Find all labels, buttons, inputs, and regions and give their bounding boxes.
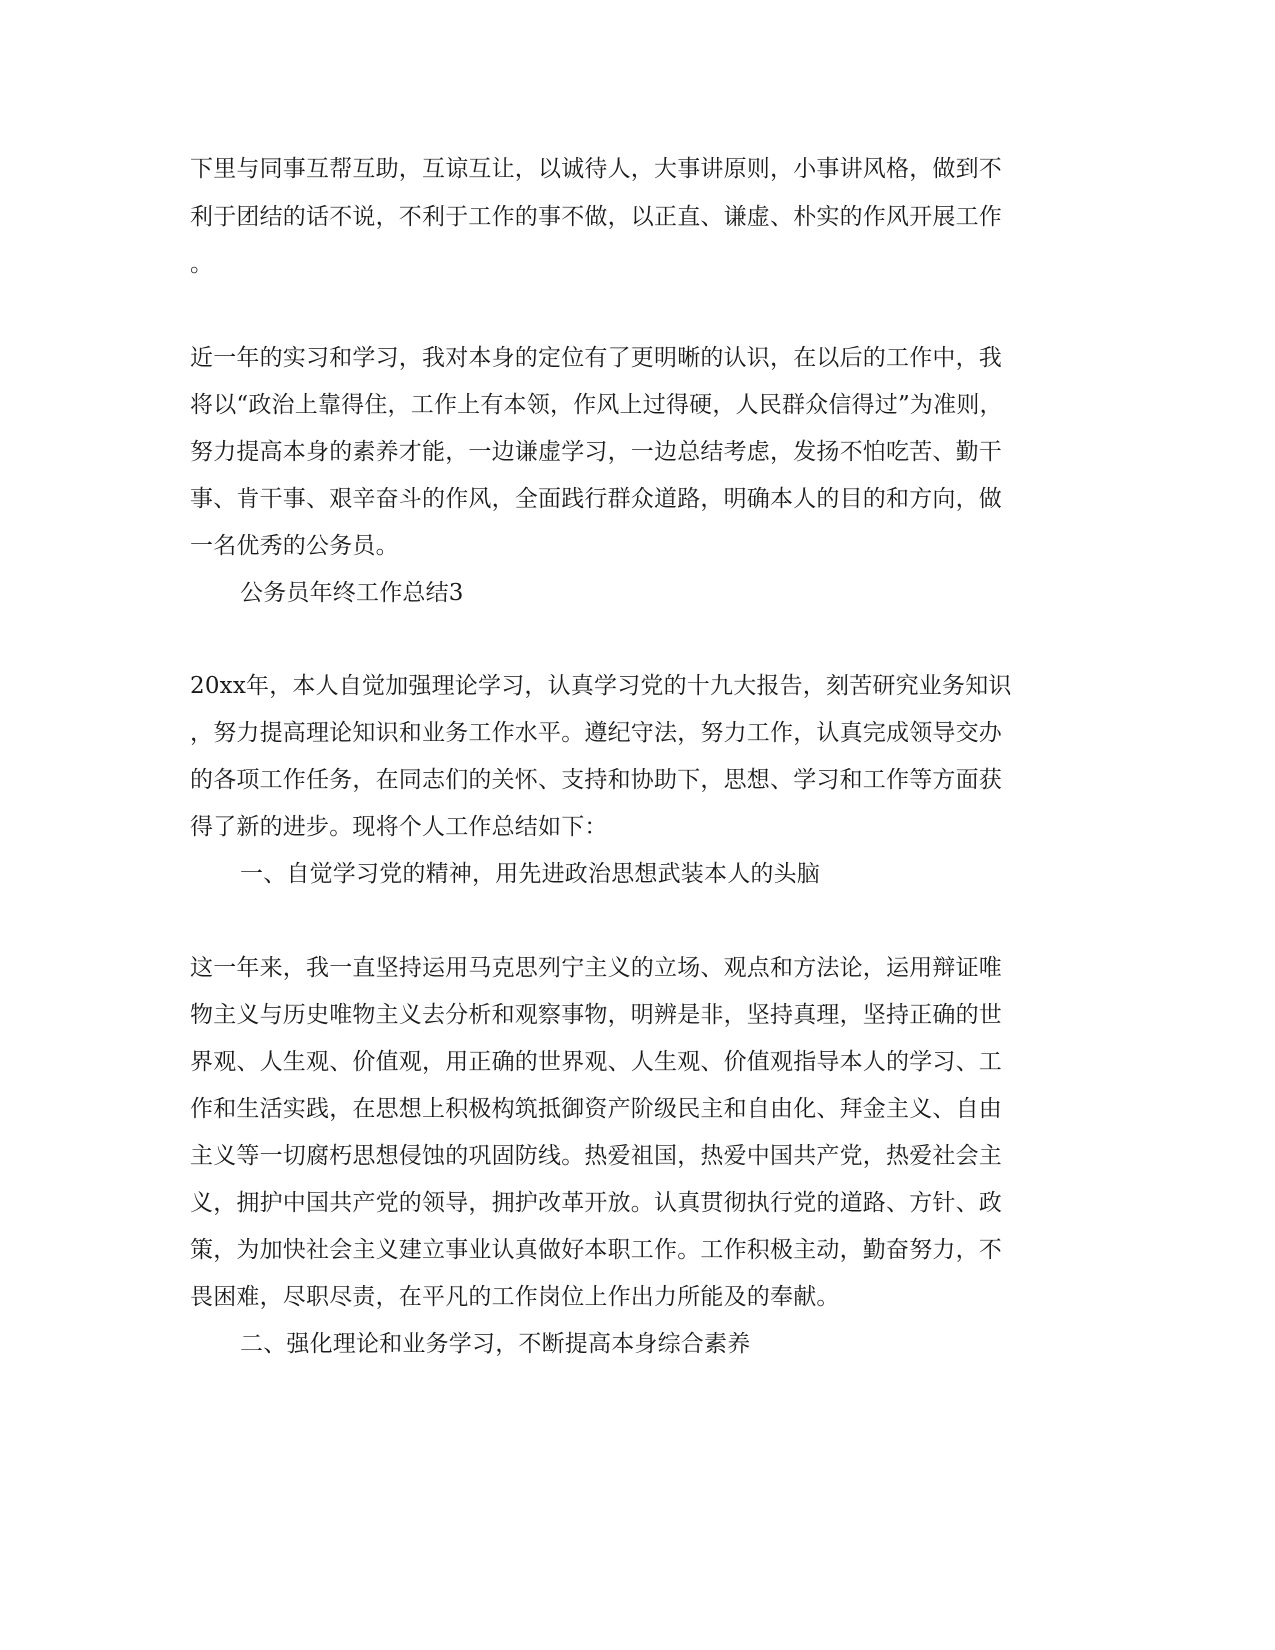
- text-line: 物主义与历史唯物主义去分析和观察事物，明辨是非，坚持真理，坚持正确的世: [190, 1002, 1002, 1028]
- subsection-heading: 一、自觉学习党的精神，用先进政治思想武装本人的头脑: [240, 861, 820, 887]
- text-line: 这一年来，我一直坚持运用马克思列宁主义的立场、观点和方法论，运用辩证唯: [190, 955, 1002, 981]
- text-line: 作和生活实践，在思想上积极构筑抵御资产阶级民主和自由化、拜金主义、自由: [190, 1096, 1002, 1122]
- section-heading: 公务员年终工作总结3: [240, 580, 464, 606]
- text-line: 将以“政治上靠得住，工作上有本领，作风上过得硬，人民群众信得过”为准则，: [190, 392, 1003, 418]
- text-line: 。: [190, 251, 214, 277]
- text-line: 事、肯干事、艰辛奋斗的作风，全面践行群众道路，明确本人的目的和方向，做: [190, 486, 1002, 512]
- text-line: 近一年的实习和学习，我对本身的定位有了更明晰的认识，在以后的工作中，我: [190, 345, 1002, 371]
- text-line: 策，为加快社会主义建立事业认真做好本职工作。工作积极主动，勤奋努力，不: [190, 1237, 1002, 1263]
- text-line: 得了新的进步。现将个人工作总结如下：: [190, 814, 608, 840]
- text-line: ，努力提高理论知识和业务工作水平。遵纪守法，努力工作，认真完成领导交办: [190, 720, 1002, 746]
- text-line: 利于团结的话不说，不利于工作的事不做，以正直、谦虚、朴实的作风开展工作: [190, 204, 1002, 230]
- subsection-heading: 二、强化理论和业务学习，不断提高本身综合素养: [240, 1331, 751, 1357]
- text-line: 的各项工作任务，在同志们的关怀、支持和协助下，思想、学习和工作等方面获: [190, 767, 1002, 793]
- text-line: 义，拥护中国共产党的领导，拥护改革开放。认真贯彻执行党的道路、方针、政: [190, 1190, 1002, 1216]
- text-line: 畏困难，尽职尽责，在平凡的工作岗位上作出力所能及的奉献。: [190, 1284, 840, 1310]
- text-line: 主义等一切腐朽思想侵蚀的巩固防线。热爱祖国，热爱中国共产党，热爱社会主: [190, 1143, 1002, 1169]
- text-line: 一名优秀的公务员。: [190, 533, 399, 559]
- text-line: 努力提高本身的素养才能，一边谦虚学习，一边总结考虑，发扬不怕吃苦、勤干: [190, 439, 1002, 465]
- text-line: 20xx年，本人自觉加强理论学习，认真学习党的十九大报告，刻苦研究业务知识: [190, 673, 1012, 699]
- text-line: 界观、人生观、价值观，用正确的世界观、人生观、价值观指导本人的学习、工: [190, 1049, 1002, 1075]
- text-line: 下里与同事互帮互助，互谅互让，以诚待人，大事讲原则，小事讲风格，做到不: [190, 156, 1002, 182]
